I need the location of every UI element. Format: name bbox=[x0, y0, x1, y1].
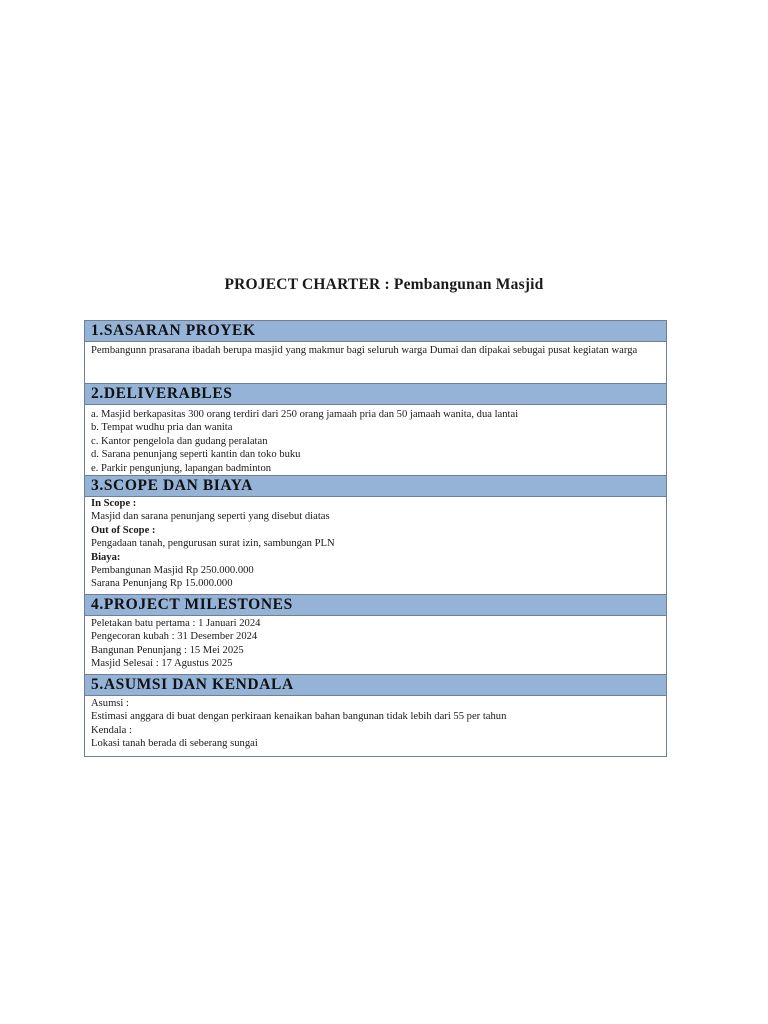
section-heading: 5.ASUMSI DAN KENDALA bbox=[85, 675, 666, 696]
section-body bbox=[85, 616, 666, 675]
section-body bbox=[85, 342, 666, 384]
out-of-scope-label: Out of Scope : bbox=[91, 524, 156, 536]
section-heading: 3.SCOPE DAN BIAYA bbox=[85, 476, 666, 497]
section-heading: 2.DELIVERABLES bbox=[85, 384, 666, 405]
biaya-label: Biaya: bbox=[91, 551, 121, 563]
section-asumsi-dan-kendala bbox=[85, 675, 666, 756]
deliverable-item: b. Tempat wudhu pria dan wanita bbox=[91, 422, 233, 434]
biaya-item: Pembangunan Masjid Rp 250.000.000 bbox=[91, 565, 254, 577]
section-body bbox=[85, 696, 666, 756]
milestone-item: Bangunan Penunjang : 15 Mei 2025 bbox=[91, 644, 244, 656]
section-project-milestones bbox=[85, 595, 666, 675]
in-scope-label: In Scope : bbox=[91, 498, 137, 509]
section-sasaran-proyek bbox=[85, 321, 666, 384]
charter-table bbox=[84, 320, 667, 757]
page-title: PROJECT CHARTER : Pembangunan Masjid bbox=[224, 276, 544, 293]
biaya-item: Sarana Penunjang Rp 15.000.000 bbox=[91, 578, 233, 590]
section-body bbox=[85, 405, 666, 476]
deliverable-item: d. Sarana penunjang seperti kantin dan toko buku bbox=[91, 449, 301, 461]
milestone-item: Masjid Selesai : 17 Agustus 2025 bbox=[91, 658, 233, 670]
kendala-text: Lokasi tanah berada di seberang sungai bbox=[91, 738, 258, 750]
in-scope-text: Masjid dan sarana penunjang seperti yang disebut diatas bbox=[91, 511, 330, 523]
milestone-item: Pengecoran kubah : 31 Desember 2024 bbox=[91, 631, 258, 643]
section-heading: 1.SASARAN PROYEK bbox=[85, 321, 666, 342]
asumsi-text: Estimasi anggara di buat dengan perkiraan kenaikan bahan bangunan tidak lebih dari 55 per tahun bbox=[91, 711, 507, 723]
section-deliverables bbox=[85, 384, 666, 476]
deliverable-item: c. Kantor pengelola dan gudang peralatan bbox=[91, 435, 268, 447]
milestone-item: Peletakan batu pertama : 1 Januari 2024 bbox=[91, 618, 261, 629]
body-line: Pembangunn prasarana ibadah berupa masjid yang makmur bagi seluruh warga Dumai dan dipakai sebugai pusat kegiatan warga bbox=[91, 345, 638, 356]
deliverable-item: e. Parkir pengunjung, lapangan badminton bbox=[91, 462, 272, 474]
deliverable-item: a. Masjid berkapasitas 300 orang terdiri dari 250 orang jamaah pria dan 50 jamaah wanita, dua lantai bbox=[91, 409, 519, 420]
section-scope-dan-biaya bbox=[85, 476, 666, 595]
section-body bbox=[85, 497, 666, 595]
kendala-label: Kendala : bbox=[91, 724, 132, 736]
section-heading: 4.PROJECT MILESTONES bbox=[85, 595, 666, 616]
asumsi-label: Asumsi : bbox=[91, 698, 129, 709]
out-of-scope-text: Pengadaan tanah, pengurusan surat izin, sambungan PLN bbox=[91, 538, 335, 550]
